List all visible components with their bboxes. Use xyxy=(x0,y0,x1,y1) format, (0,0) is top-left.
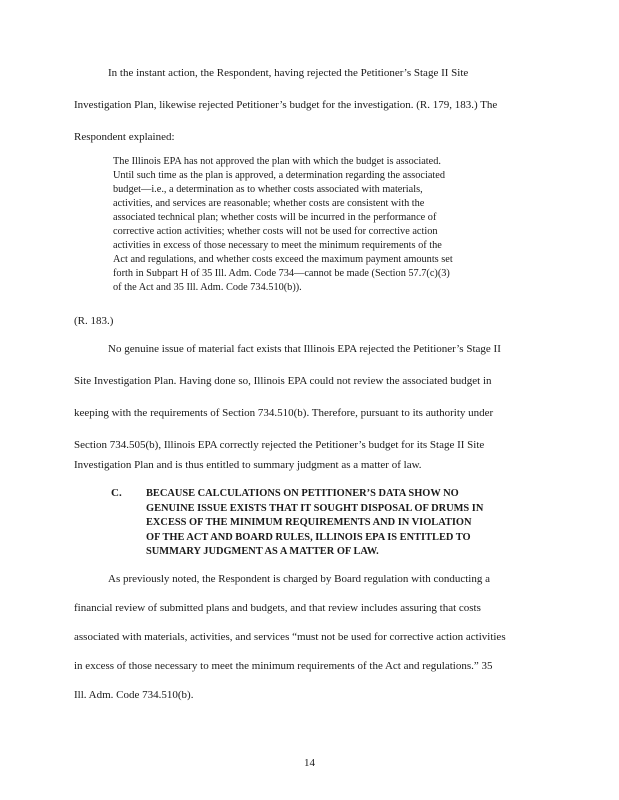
heading-line: SUMMARY JUDGMENT AS A MATTER OF LAW. xyxy=(146,546,379,558)
para3-line: associated with materials, activities, and services “must not be used for corrective action activities xyxy=(74,631,506,643)
para1-line: Investigation Plan, likewise rejected Petitioner’s budget for the investigation. (R. 179, 183.) The xyxy=(74,99,498,111)
section-heading xyxy=(146,487,546,560)
para2-line: keeping with the requirements of Section 734.510(b). Therefore, pursuant to its authority under xyxy=(74,407,494,419)
page-number: 14 xyxy=(304,757,315,769)
para1-line: Respondent explained: xyxy=(74,131,175,143)
heading-line: GENUINE ISSUE EXISTS THAT IT SOUGHT DISPOSAL OF DRUMS IN xyxy=(146,502,484,514)
section-letter: C. xyxy=(111,487,122,499)
para2-line: Section 734.505(b), Illinois EPA correctly rejected the Petitioner’s budget for its Stage II Site xyxy=(74,439,485,451)
para3-line: financial review of submitted plans and budgets, and that review includes assuring that costs xyxy=(74,602,481,614)
blockquote-line: associated technical plan; whether costs will be incurred in the performance of xyxy=(113,212,437,223)
blockquote-line: forth in Subpart H of 35 Ill. Adm. Code 734—cannot be made (Section 57.7(c)(3) xyxy=(113,268,450,279)
heading-line: BECAUSE CALCULATIONS ON PETITIONER’S DATA SHOW NO xyxy=(146,488,459,499)
blockquote-line: Until such time as the plan is approved, a determination regarding the associated xyxy=(113,170,445,181)
blockquote-line: activities, and services are reasonable; whether costs are consistent with the xyxy=(113,198,425,209)
para2-line: Investigation Plan and is thus entitled to summary judgment as a matter of law. xyxy=(74,459,422,471)
heading-line: OF THE ACT AND BOARD RULES, ILLINOIS EPA IS ENTITLED TO xyxy=(146,531,471,543)
blockquote-line: activities in excess of those necessary to meet the minimum requirements of the xyxy=(113,240,442,251)
record-citation: (R. 183.) xyxy=(74,315,114,327)
para2-line: No genuine issue of material fact exists that Illinois EPA rejected the Petitioner’s Stage II xyxy=(108,343,501,355)
blockquote-line: Act and regulations, and whether costs exceed the maximum payment amounts set xyxy=(113,254,453,265)
blockquote-line: of the Act and 35 Ill. Adm. Code 734.510(b)). xyxy=(113,282,302,293)
para2-line: Site Investigation Plan. Having done so, Illinois EPA could not review the associated budget in xyxy=(74,375,492,387)
para3-line: As previously noted, the Respondent is charged by Board regulation with conducting a xyxy=(108,573,490,585)
blockquote-line: The Illinois EPA has not approved the plan with which the budget is associated. xyxy=(113,156,441,167)
para1-line: In the instant action, the Respondent, having rejected the Petitioner’s Stage II Site xyxy=(108,67,469,79)
heading-line: EXCESS OF THE MINIMUM REQUIREMENTS AND IN VIOLATION xyxy=(146,517,472,529)
blockquote-line: corrective action activities; whether costs will not be used for corrective action xyxy=(113,226,438,237)
blockquote-line: budget—i.e., a determination as to whether costs associated with materials, xyxy=(113,184,423,195)
para3-line: in excess of those necessary to meet the minimum requirements of the Act and regulations.” 35 xyxy=(74,660,493,672)
para3-line: Ill. Adm. Code 734.510(b). xyxy=(74,689,194,701)
